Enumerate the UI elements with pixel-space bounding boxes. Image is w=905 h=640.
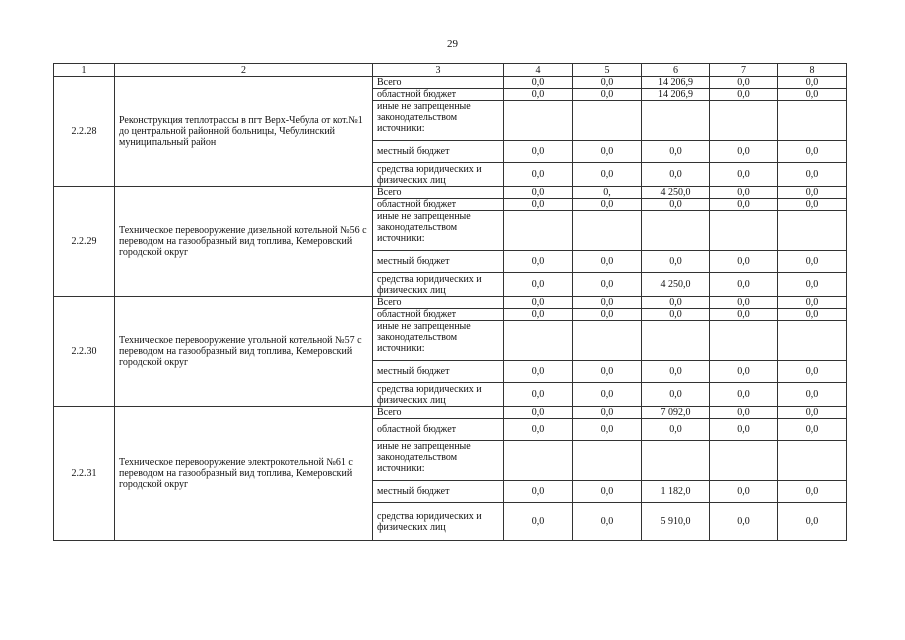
amount-cell: 0,0: [778, 199, 847, 211]
amount-cell: 0,0: [642, 199, 710, 211]
amount-cell: 0,0: [504, 187, 573, 199]
amount-cell: 0,0: [504, 77, 573, 89]
amount-cell: [642, 321, 710, 361]
amount-cell: [710, 321, 778, 361]
column-number-header: 1: [54, 64, 115, 77]
amount-cell: [642, 101, 710, 141]
amount-cell: [573, 441, 642, 481]
amount-cell: [504, 101, 573, 141]
amount-cell: 0,0: [573, 273, 642, 297]
amount-cell: [642, 211, 710, 251]
amount-cell: 0,0: [642, 251, 710, 273]
amount-cell: 0,0: [710, 251, 778, 273]
amount-cell: 0,0: [778, 419, 847, 441]
amount-cell: 0,0: [710, 503, 778, 541]
amount-cell: 0,0: [778, 89, 847, 101]
amount-cell: 0,0: [504, 89, 573, 101]
amount-cell: 0,0: [504, 141, 573, 163]
column-number-header-row: [54, 64, 847, 77]
amount-cell: 0,0: [710, 273, 778, 297]
amount-cell: 0,0: [642, 361, 710, 383]
amount-cell: 0,0: [642, 297, 710, 309]
amount-cell: 0,0: [778, 141, 847, 163]
funding-source-label: местный бюджет: [373, 361, 504, 383]
funding-source-label: иные не запрещенные законодательством источники:: [373, 441, 504, 481]
funding-source-label: средства юридических и физических лиц: [373, 273, 504, 297]
amount-cell: 0,0: [504, 383, 573, 407]
project-row-total: [54, 77, 847, 89]
project-name: Техническое перевооружение угольной котельной №57 с переводом на газообразный вид топлива, Кемеровский городской округ: [115, 297, 373, 407]
amount-cell: [778, 321, 847, 361]
project-code: 2.2.28: [54, 77, 115, 187]
amount-cell: 0,0: [504, 163, 573, 187]
amount-cell: 0,0: [573, 383, 642, 407]
amount-cell: 0,0: [573, 419, 642, 441]
amount-cell: 0,0: [504, 481, 573, 503]
amount-cell: 14 206,9: [642, 89, 710, 101]
amount-cell: 0,0: [778, 383, 847, 407]
funding-source-label: областной бюджет: [373, 89, 504, 101]
funding-source-label: иные не запрещенные законодательством источники:: [373, 101, 504, 141]
amount-cell: 7 092,0: [642, 407, 710, 419]
amount-cell: 0,0: [642, 309, 710, 321]
amount-cell: [778, 101, 847, 141]
funding-source-label: Всего: [373, 187, 504, 199]
project-row-total: [54, 297, 847, 309]
amount-cell: 0,0: [504, 199, 573, 211]
amount-cell: [710, 441, 778, 481]
amount-cell: 0,0: [778, 481, 847, 503]
amount-cell: 0,0: [573, 89, 642, 101]
amount-cell: 0,0: [778, 251, 847, 273]
amount-cell: 5 910,0: [642, 503, 710, 541]
column-number-header: 2: [115, 64, 373, 77]
budget-table: [53, 63, 847, 541]
project-code: 2.2.31: [54, 407, 115, 541]
amount-cell: 0,0: [642, 141, 710, 163]
project-row-total: [54, 407, 847, 419]
amount-cell: 0,0: [504, 407, 573, 419]
amount-cell: [573, 211, 642, 251]
amount-cell: [710, 211, 778, 251]
funding-source-label: Всего: [373, 297, 504, 309]
amount-cell: 0,0: [573, 77, 642, 89]
column-number-header: 5: [573, 64, 642, 77]
amount-cell: 0,0: [573, 297, 642, 309]
funding-source-label: иные не запрещенные законодательством источники:: [373, 211, 504, 251]
amount-cell: 0,0: [710, 199, 778, 211]
amount-cell: 0,0: [573, 141, 642, 163]
project-name: Техническое перевооружение электрокотельной №61 с переводом на газообразный вид топлива, Кемеровский городской округ: [115, 407, 373, 541]
project-name: Техническое перевооружение дизельной котельной №56 с переводом на газообразный вид топлива, Кемеровский городской округ: [115, 187, 373, 297]
amount-cell: 0,0: [573, 251, 642, 273]
amount-cell: 0,0: [642, 163, 710, 187]
funding-source-label: Всего: [373, 407, 504, 419]
column-number-header: 3: [373, 64, 504, 77]
column-number-header: 8: [778, 64, 847, 77]
amount-cell: 0,0: [778, 407, 847, 419]
amount-cell: 0,0: [504, 251, 573, 273]
amount-cell: 0,0: [778, 187, 847, 199]
funding-source-label: средства юридических и физических лиц: [373, 503, 504, 541]
amount-cell: 0,0: [710, 361, 778, 383]
amount-cell: 0,0: [778, 273, 847, 297]
amount-cell: 0,0: [504, 503, 573, 541]
amount-cell: 0,0: [642, 419, 710, 441]
amount-cell: 0,0: [778, 503, 847, 541]
amount-cell: [504, 441, 573, 481]
amount-cell: 0,0: [710, 89, 778, 101]
amount-cell: 0,0: [710, 407, 778, 419]
amount-cell: 0,0: [504, 297, 573, 309]
page-number: 29: [447, 38, 458, 50]
project-name: Реконструкция теплотрассы в пгт Верх-Чебула от кот.№1 до центральной районной больницы, Чебулинский муниципальный район: [115, 77, 373, 187]
amount-cell: 0,0: [710, 163, 778, 187]
amount-cell: 0,0: [778, 309, 847, 321]
amount-cell: 0,0: [573, 503, 642, 541]
amount-cell: 0,0: [573, 163, 642, 187]
amount-cell: 0,0: [573, 309, 642, 321]
amount-cell: 14 206,9: [642, 77, 710, 89]
amount-cell: 0,0: [573, 361, 642, 383]
amount-cell: 0,0: [504, 361, 573, 383]
amount-cell: [573, 321, 642, 361]
amount-cell: 0,0: [504, 309, 573, 321]
amount-cell: 0,0: [710, 309, 778, 321]
funding-source-label: иные не запрещенные законодательством источники:: [373, 321, 504, 361]
column-number-header: 4: [504, 64, 573, 77]
amount-cell: 4 250,0: [642, 273, 710, 297]
amount-cell: 0,0: [710, 141, 778, 163]
amount-cell: 0,0: [710, 419, 778, 441]
funding-source-label: местный бюджет: [373, 481, 504, 503]
amount-cell: 0,0: [642, 383, 710, 407]
amount-cell: 0,0: [710, 77, 778, 89]
amount-cell: 0,0: [504, 419, 573, 441]
amount-cell: 0,0: [710, 297, 778, 309]
amount-cell: 0,0: [778, 77, 847, 89]
project-code: 2.2.30: [54, 297, 115, 407]
project-row-total: [54, 187, 847, 199]
amount-cell: [504, 321, 573, 361]
funding-source-label: областной бюджет: [373, 199, 504, 211]
funding-source-label: областной бюджет: [373, 419, 504, 441]
amount-cell: 0,0: [710, 383, 778, 407]
amount-cell: [504, 211, 573, 251]
funding-source-label: средства юридических и физических лиц: [373, 163, 504, 187]
funding-source-label: Всего: [373, 77, 504, 89]
column-number-header: 6: [642, 64, 710, 77]
amount-cell: [642, 441, 710, 481]
funding-source-label: местный бюджет: [373, 251, 504, 273]
funding-source-label: местный бюджет: [373, 141, 504, 163]
amount-cell: 0,0: [504, 273, 573, 297]
amount-cell: 0,0: [778, 163, 847, 187]
amount-cell: 0,0: [573, 199, 642, 211]
amount-cell: 1 182,0: [642, 481, 710, 503]
amount-cell: 0,: [573, 187, 642, 199]
amount-cell: 0,0: [710, 187, 778, 199]
amount-cell: [710, 101, 778, 141]
column-number-header: 7: [710, 64, 778, 77]
funding-source-label: областной бюджет: [373, 309, 504, 321]
amount-cell: [778, 441, 847, 481]
amount-cell: 0,0: [573, 481, 642, 503]
amount-cell: [573, 101, 642, 141]
amount-cell: 0,0: [710, 481, 778, 503]
amount-cell: 4 250,0: [642, 187, 710, 199]
funding-source-label: средства юридических и физических лиц: [373, 383, 504, 407]
amount-cell: 0,0: [573, 407, 642, 419]
amount-cell: 0,0: [778, 297, 847, 309]
amount-cell: [778, 211, 847, 251]
project-code: 2.2.29: [54, 187, 115, 297]
amount-cell: 0,0: [778, 361, 847, 383]
